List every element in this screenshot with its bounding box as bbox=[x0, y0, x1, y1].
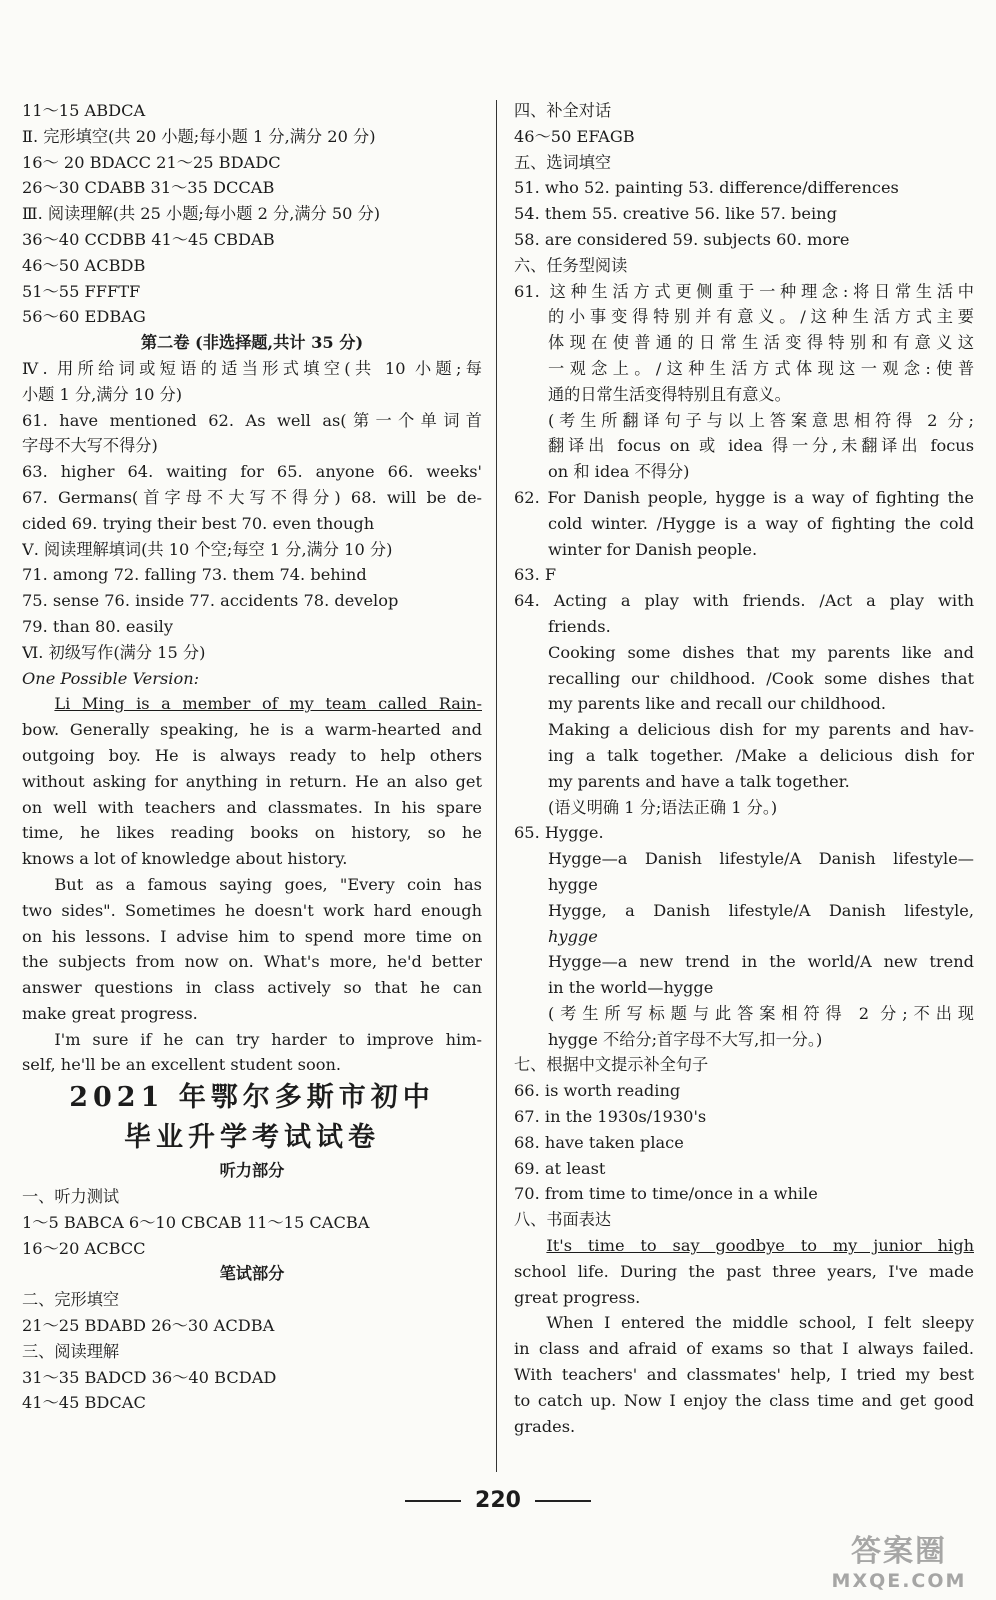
text-line: 2021 年鄂尔多斯市初中 bbox=[69, 1082, 435, 1114]
text-line: 46～50 EFAGB bbox=[514, 126, 635, 146]
text-line: on 和 idea 不得分) bbox=[548, 462, 690, 482]
text-line: 体现在使普通的日常生活变得特别和有意义这 bbox=[548, 333, 974, 353]
text-line: 63. higher 64. waiting for 65. anyone 66. weeks' bbox=[22, 462, 482, 482]
text-line: 11～15 ABDCA bbox=[22, 101, 146, 120]
text-line: 16～20 ACBCC bbox=[22, 1238, 146, 1258]
text-line: 字母不大写不得分) bbox=[22, 436, 158, 456]
text-line: my parents and have a talk together. bbox=[548, 771, 850, 791]
text-line: bow. Generally speaking, he is a warm-hearted and bbox=[22, 720, 482, 740]
text-line: 31～35 BADCD 36～40 BCDAD bbox=[22, 1367, 277, 1387]
right-column bbox=[514, 98, 974, 1439]
text-line: hygge bbox=[548, 926, 598, 946]
text-line: school life. During the past three years, I've made bbox=[514, 1261, 974, 1281]
text-line: Li Ming is a member of my team called Rain- bbox=[54, 694, 482, 714]
text-line: time, he likes reading books on history, so he bbox=[22, 823, 482, 843]
text-line: ing a talk together. /Make a delicious dish for bbox=[548, 745, 974, 765]
text-line: With teachers' and classmates' help, I tried my best bbox=[514, 1365, 974, 1385]
text-line: 58. are considered 59. subjects 60. more bbox=[514, 229, 850, 249]
text-line: (考生所写标题与此答案相符得 2 分;不出现 bbox=[548, 1003, 974, 1023]
text-line: my parents like and recall our childhood. bbox=[548, 694, 887, 714]
text-line: 79. than 80. easily bbox=[22, 616, 173, 636]
text-line: 41～45 BDCAC bbox=[22, 1393, 146, 1413]
text-line: Hygge—a new trend in the world/A new trend bbox=[548, 952, 974, 972]
text-line: the subjects from now on. What's more, he'd better bbox=[22, 952, 482, 972]
text-line: 一、听力测试 bbox=[22, 1187, 120, 1207]
text-line: Hygge—a Danish lifestyle/A Danish lifestyle— bbox=[548, 849, 974, 869]
text-line: 通的日常生活变得特别且有意义。 bbox=[548, 384, 791, 404]
text-line: 毕业升学考试试卷 bbox=[124, 1122, 380, 1154]
text-line: hygge bbox=[548, 874, 598, 894]
text-line: 66. is worth reading bbox=[514, 1081, 681, 1101]
text-line: in class and afraid of exams so that I always failed. bbox=[514, 1339, 974, 1359]
text-line: I'm sure if he can try harder to improve him- bbox=[54, 1029, 482, 1049]
text-line: 一观念上。/这种生活方式体现这一观念:使普 bbox=[548, 358, 974, 378]
watermark-logo: 答案圈 MXQE.COM bbox=[831, 1534, 967, 1592]
text-line: 21～25 BDABD 26～30 ACDBA bbox=[22, 1316, 275, 1336]
text-line: Hygge, a Danish lifestyle/A Danish lifestyle, bbox=[548, 900, 974, 920]
text-line: without asking for anything in return. He an also get bbox=[22, 771, 482, 791]
text-line: When I entered the middle school, I felt sleepy bbox=[546, 1313, 974, 1333]
text-line: Making a delicious dish for my parents and hav- bbox=[548, 720, 974, 740]
text-line: 七、根据中文提示补全句子 bbox=[514, 1055, 709, 1075]
text-line: 75. sense 76. inside 77. accidents 78. develop bbox=[22, 591, 399, 611]
text-line: It's time to say goodbye to my junior high bbox=[546, 1236, 974, 1256]
text-line: 六、任务型阅读 bbox=[514, 255, 628, 275]
text-line: 26～30 CDABB 31～35 DCCAB bbox=[22, 178, 275, 198]
text-line: self, he'll be an excellent student soon. bbox=[22, 1055, 342, 1075]
text-line: Ⅱ. 完形填空(共 20 小题;每小题 1 分,满分 20 分) bbox=[22, 126, 376, 146]
text-line: (语义明确 1 分;语法正确 1 分。) bbox=[548, 797, 778, 817]
text-line: 八、书面表达 bbox=[514, 1210, 612, 1230]
text-line: 翻译出 focus on 或 idea 得一分,未翻译出 focus bbox=[548, 436, 974, 456]
text-line: grades. bbox=[514, 1416, 576, 1436]
text-line: 61. have mentioned 62. As well as(第一个单词首 bbox=[22, 410, 482, 430]
text-line: on well with teachers and classmates. In his spare bbox=[22, 797, 482, 817]
text-line: (考生所翻译句子与以上答案意思相符得 2 分; bbox=[548, 410, 974, 430]
text-line: 63. F bbox=[514, 565, 557, 585]
text-line: 五、选词填空 bbox=[514, 152, 612, 172]
text-line: Ⅵ. 初级写作(满分 15 分) bbox=[22, 642, 206, 662]
text-line: Ⅴ. 阅读理解填词(共 10 个空;每空 1 分,满分 10 分) bbox=[22, 539, 393, 559]
text-line: 62. For Danish people, hygge is a way of fighting the bbox=[514, 487, 974, 507]
text-line: 的小事变得特别并有意义。/这种生活方式主要 bbox=[548, 307, 974, 327]
text-line: great progress. bbox=[514, 1287, 641, 1307]
text-line: 65. Hygge. bbox=[514, 823, 604, 843]
column-divider bbox=[496, 100, 497, 1472]
text-line: 69. at least bbox=[514, 1158, 606, 1178]
text-line: 36～40 CCDBB 41～45 CBDAB bbox=[22, 229, 275, 249]
text-line: 54. them 55. creative 56. like 57. being bbox=[514, 204, 837, 224]
text-line: cided 69. trying their best 70. even though bbox=[22, 513, 375, 533]
text-line: 笔试部分 bbox=[219, 1264, 285, 1284]
text-line: 三、阅读理解 bbox=[22, 1341, 120, 1361]
text-line: 二、完形填空 bbox=[22, 1290, 120, 1310]
text-line: winter for Danish people. bbox=[548, 539, 758, 559]
text-line: 71. among 72. falling 73. them 74. behind bbox=[22, 565, 367, 585]
text-line: 16～ 20 BDACC 21～25 BDADC bbox=[22, 152, 281, 172]
text-line: 56～60 EDBAG bbox=[22, 307, 146, 327]
text-line: hygge 不给分;首字母不大写,扣一分。) bbox=[548, 1029, 823, 1049]
text-line: outgoing boy. He is always ready to help others bbox=[22, 745, 482, 765]
text-line: in the world—hygge bbox=[548, 978, 714, 998]
text-line: Ⅳ. 用所给词或短语的适当形式填空(共 10 小题;每 bbox=[22, 358, 482, 378]
text-line: 第二卷 (非选择题,共计 35 分) bbox=[140, 333, 364, 353]
text-line: knows a lot of knowledge about history. bbox=[22, 849, 348, 869]
text-line: Ⅲ. 阅读理解(共 25 小题;每小题 2 分,满分 50 分) bbox=[22, 204, 381, 224]
text-line: But as a famous saying goes, "Every coin has bbox=[54, 874, 482, 894]
text-line: recalling our childhood. /Cook some dishes that bbox=[548, 668, 974, 688]
text-line: 四、补全对话 bbox=[514, 101, 612, 120]
text-line: to catch up. Now I enjoy the class time and get good bbox=[514, 1390, 974, 1410]
text-line: answer questions in class actively so that he can bbox=[22, 978, 482, 998]
text-line: friends. bbox=[548, 616, 611, 636]
text-line: One Possible Version: bbox=[22, 668, 200, 688]
text-line: 听力部分 bbox=[219, 1161, 285, 1181]
left-column bbox=[22, 98, 482, 1416]
text-line: 小题 1 分,满分 10 分) bbox=[22, 384, 183, 404]
text-line: 64. Acting a play with friends. /Act a play with bbox=[514, 591, 974, 611]
text-line: on his lessons. I advise him to spend more time on bbox=[22, 926, 482, 946]
text-line: 61. 这种生活方式更侧重于一种理念:将日常生活中 bbox=[514, 281, 974, 301]
text-line: 67. Germans(首字母不大写不得分) 68. will be de- bbox=[22, 487, 482, 507]
text-line: 70. from time to time/once in a while bbox=[514, 1184, 818, 1204]
text-line: Cooking some dishes that my parents like and bbox=[548, 642, 974, 662]
text-line: 68. have taken place bbox=[514, 1132, 684, 1152]
text-line: make great progress. bbox=[22, 1003, 198, 1023]
text-line: 67. in the 1930s/1930's bbox=[514, 1107, 707, 1127]
text-line: 51～55 FFFTF bbox=[22, 281, 141, 301]
page-number: 220 bbox=[0, 1488, 996, 1513]
text-line: two sides". Sometimes he doesn't work hard enough bbox=[22, 900, 482, 920]
text-line: 51. who 52. painting 53. difference/differences bbox=[514, 178, 899, 198]
text-line: cold winter. /Hygge is a way of fighting the cold bbox=[548, 513, 974, 533]
text-line: 1～5 BABCA 6～10 CBCAB 11～15 CACBA bbox=[22, 1212, 370, 1232]
text-line: 46～50 ACBDB bbox=[22, 255, 146, 275]
